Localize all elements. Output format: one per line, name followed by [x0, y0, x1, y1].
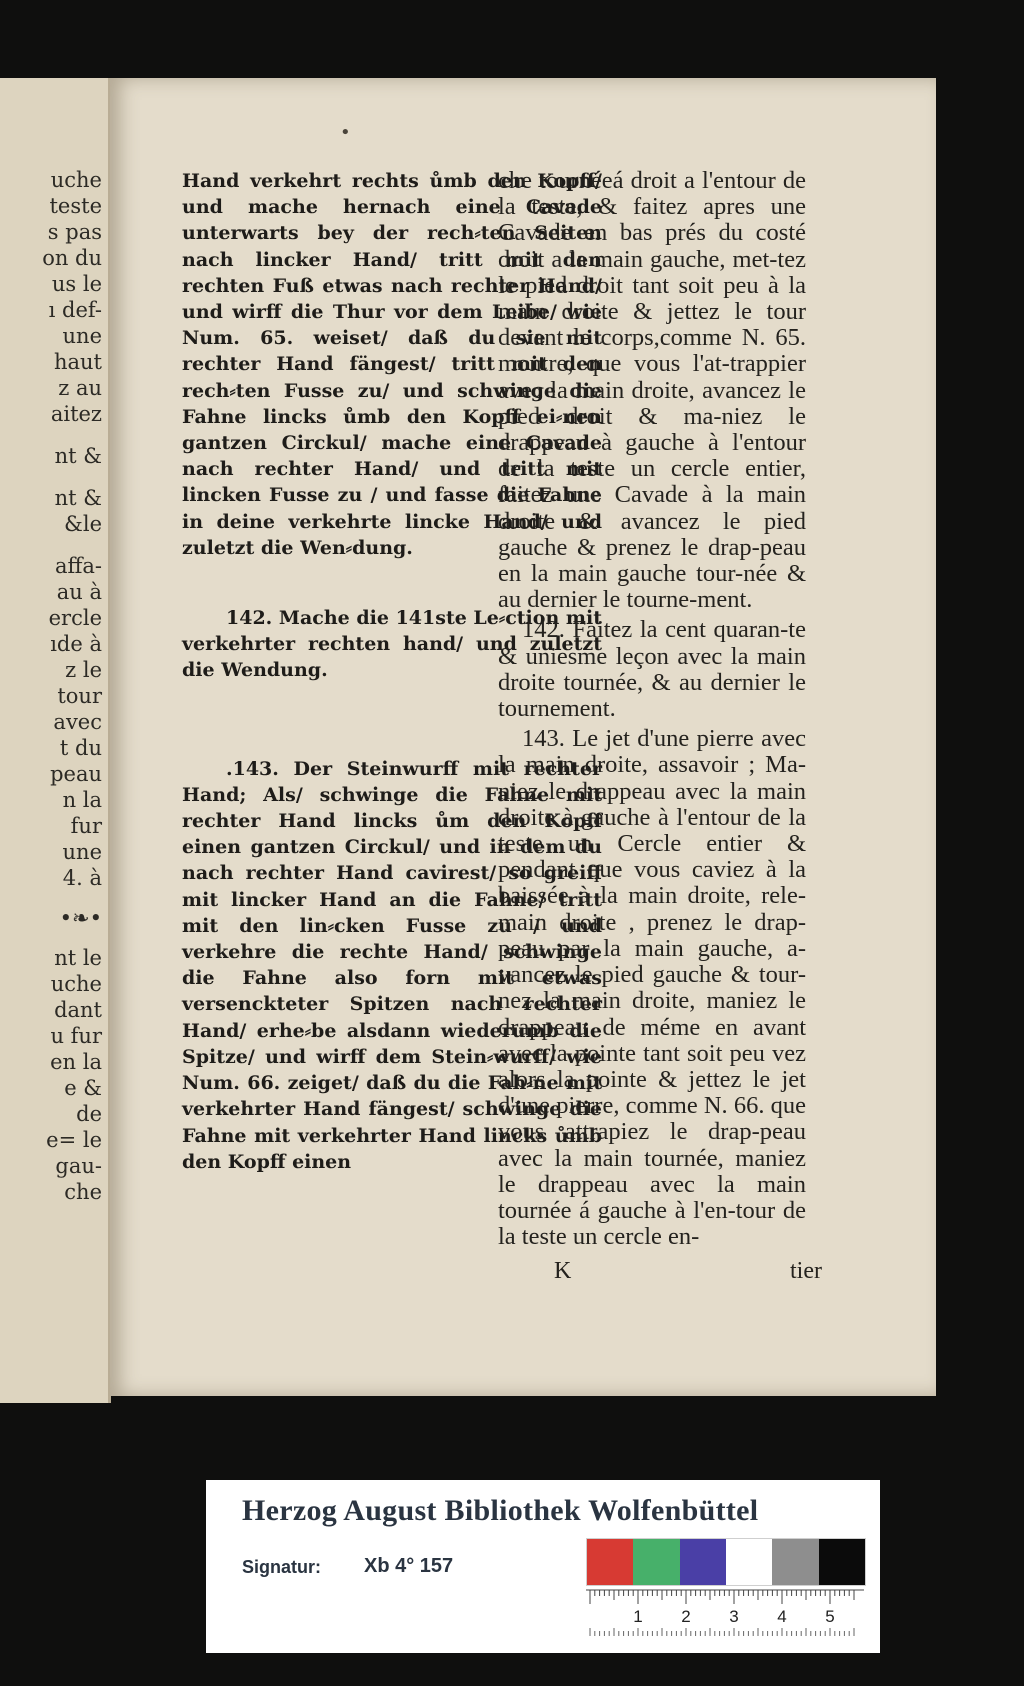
- facing-page-fragment: ı def-: [48, 298, 102, 322]
- facing-page-fragment: t du: [59, 736, 102, 760]
- facing-page-fragment: de: [76, 1102, 102, 1126]
- signatur-value: Xb 4° 157: [364, 1555, 454, 1577]
- facing-page-fragment: z le: [65, 658, 102, 682]
- ruler-number: 3: [729, 1607, 739, 1626]
- book-page: [110, 78, 936, 1396]
- facing-page-fragment: une: [62, 840, 102, 864]
- library-label-card: [206, 1480, 880, 1653]
- facing-page-fragment: •❧•: [59, 906, 102, 930]
- color-swatch: [587, 1539, 633, 1585]
- facing-page-fragment: z au: [58, 376, 102, 400]
- german-paragraph-142: 142. Mache die 141ste Le⸗ction mit verkehrter rechten hand/ und zuletzt die Wendung.: [182, 607, 602, 682]
- facing-page-fragment: en la: [50, 1050, 102, 1074]
- facing-page-fragment: e &: [64, 1076, 102, 1100]
- color-swatch: [819, 1539, 865, 1585]
- signature-mark: K: [554, 1258, 572, 1284]
- german-paragraph-1: Hand verkehrt rechts ůmb den Kopff/ und mache hernach eine Cavade unterwarts bey der rech⸗ten Seiten nach lincker Hand/ tritt mit den rechten Fuß etwas nach rechter Hand/ und wirff die Thur vor dem Leibe/ wie Num. 65. weiset/ daß du sie mit rechter Hand fängest/ tritt mit den rech⸗ten Fusse zu/ und schwinge die Fahne lincks ůmb den Kopff ei⸗nen gantzen Circkul/ mache eine Cavade nach rechter Hand/ und tritt mit lincken Fusse zu / und fasse die Fahne in deine verkehrte lincke Hand/ und zuletzt die Wen⸗dung.: [182, 170, 602, 559]
- french-paragraph-142: 142. Faitez la cent quaran-te & uniesme leçon avec la main droite tournée, & au dernier le tournement.: [498, 616, 806, 723]
- facing-page-fragment: uche: [50, 168, 102, 192]
- color-swatch: [680, 1539, 726, 1585]
- signatur-label: Signatur:: [242, 1557, 321, 1577]
- color-swatch: [726, 1539, 772, 1585]
- facing-page-fragment: nt &: [54, 444, 102, 468]
- facing-page-fragment: nt le: [54, 946, 102, 970]
- facing-page-fragment: n la: [62, 788, 102, 812]
- french-paragraph-1: che tournéeá droit a l'entour de la teste, & faitez apres une Cavade en bas prés du costé droit a la main gauche, met-tez le pied droit tant soit peu à la main droite & jettez le tour devant le corps,comme N. 65. montre, que vous l'at-trappier avec la main droite, avancez le pied droit & ma-niez le drappeau à gauche à l'entour de la teste un cercle entier, faitez une Cavade à la main droite & avancez le pied gauche & prenez le drap-peau en la main gauche tour-née & au dernier le tourne-ment.: [498, 167, 806, 614]
- facing-page-fragment: fur: [70, 814, 102, 838]
- catchword: tier: [790, 1258, 822, 1284]
- facing-page-fragment: teste: [49, 194, 102, 218]
- color-swatch: [772, 1539, 818, 1585]
- facing-page-fragment: aitez: [50, 402, 102, 426]
- facing-page-fragment: dant: [54, 998, 102, 1022]
- measurement-ruler: [586, 1584, 864, 1638]
- facing-page-fragment: au à: [56, 580, 102, 604]
- facing-page-fragment: peau: [50, 762, 102, 786]
- facing-page-fragment: 4. à: [62, 866, 102, 890]
- ruler-number: 5: [825, 1607, 835, 1626]
- facing-page-fragment: ıde à: [50, 632, 102, 656]
- facing-page-fragment: tour: [57, 684, 102, 708]
- german-paragraph-143: .143. Der Steinwurff mit rechter Hand; Als/ schwinge die Fahne mit rechter Hand lincks ům den Kopff einen gantzen Circkul/ und in dem du nach rechter Hand cavirest/ so greiff mit lincker Hand an die Fahne/ tritt mit den lin⸗cken Fusse zu / und verkehre die rechte Hand/ schwinge die Fahne also forn mit etwas versenckteter Spitzen nach rechter Hand/ erhe⸗be alsdann wiederumb die Spitze/ und wirff dem Stein⸗wurff/ wie Num. 66. zeiget/ daß du die Fah⸗ne mit verkehrter Hand fängest/ schwinge die Fahne mit verkehrter Hand lincks ůmb den Kopff einen: [182, 757, 602, 1173]
- ruler-number: 4: [777, 1607, 787, 1626]
- page-mark: •: [340, 122, 351, 143]
- color-calibration-bar: [586, 1538, 866, 1586]
- facing-page-fragment: une: [62, 324, 102, 348]
- library-name: Herzog August Bibliothek Wolfenbüttel: [242, 1494, 759, 1527]
- facing-page-fragment: &le: [64, 512, 102, 536]
- facing-page-fragment: affa-: [54, 554, 102, 578]
- ruler-number: 1: [633, 1607, 643, 1626]
- facing-page-fragment: avec: [53, 710, 102, 734]
- facing-page-fragment: haut: [53, 350, 102, 374]
- facing-page-fragment: gau-: [55, 1154, 102, 1178]
- facing-page-fragment: che: [64, 1180, 102, 1204]
- facing-page-fragment: us le: [51, 272, 102, 296]
- facing-page-fragment: uche: [50, 972, 102, 996]
- facing-page-fragment: nt &: [54, 486, 102, 510]
- facing-page-fragment: u fur: [50, 1024, 102, 1048]
- french-column: [498, 168, 806, 1250]
- facing-page-fragment: ercle: [48, 606, 102, 630]
- color-swatch: [633, 1539, 679, 1585]
- facing-page-fragment: s pas: [47, 220, 102, 244]
- facing-page-fragment: e= le: [46, 1128, 102, 1152]
- facing-page-fragment: on du: [42, 246, 102, 270]
- previous-page-edge: [0, 78, 111, 1403]
- ruler-number: 2: [681, 1607, 691, 1626]
- french-paragraph-143: 143. Le jet d'une pierre avec la main droite, assavoir ; Ma-niez le drappeau avec la main droite à gauche à l'entour de la teste un Cercle entier & pendant que vous caviez à la baissée à la main droite, rele-main droite , prenez le drap-peau par la main gauche, a-vancez le pied gauche & tour-nez la main droite, maniez le drappeau de méme en avant avec la pointe tant soit peu vez alors la pointe & jettez le jet d'une pierre, comme N. 66. que vous attrapiez le drap-peau avec la main tournée, maniez le drappeau avec la main tournée á gauche à l'en-tour de la teste un cercle en-: [498, 725, 806, 1251]
